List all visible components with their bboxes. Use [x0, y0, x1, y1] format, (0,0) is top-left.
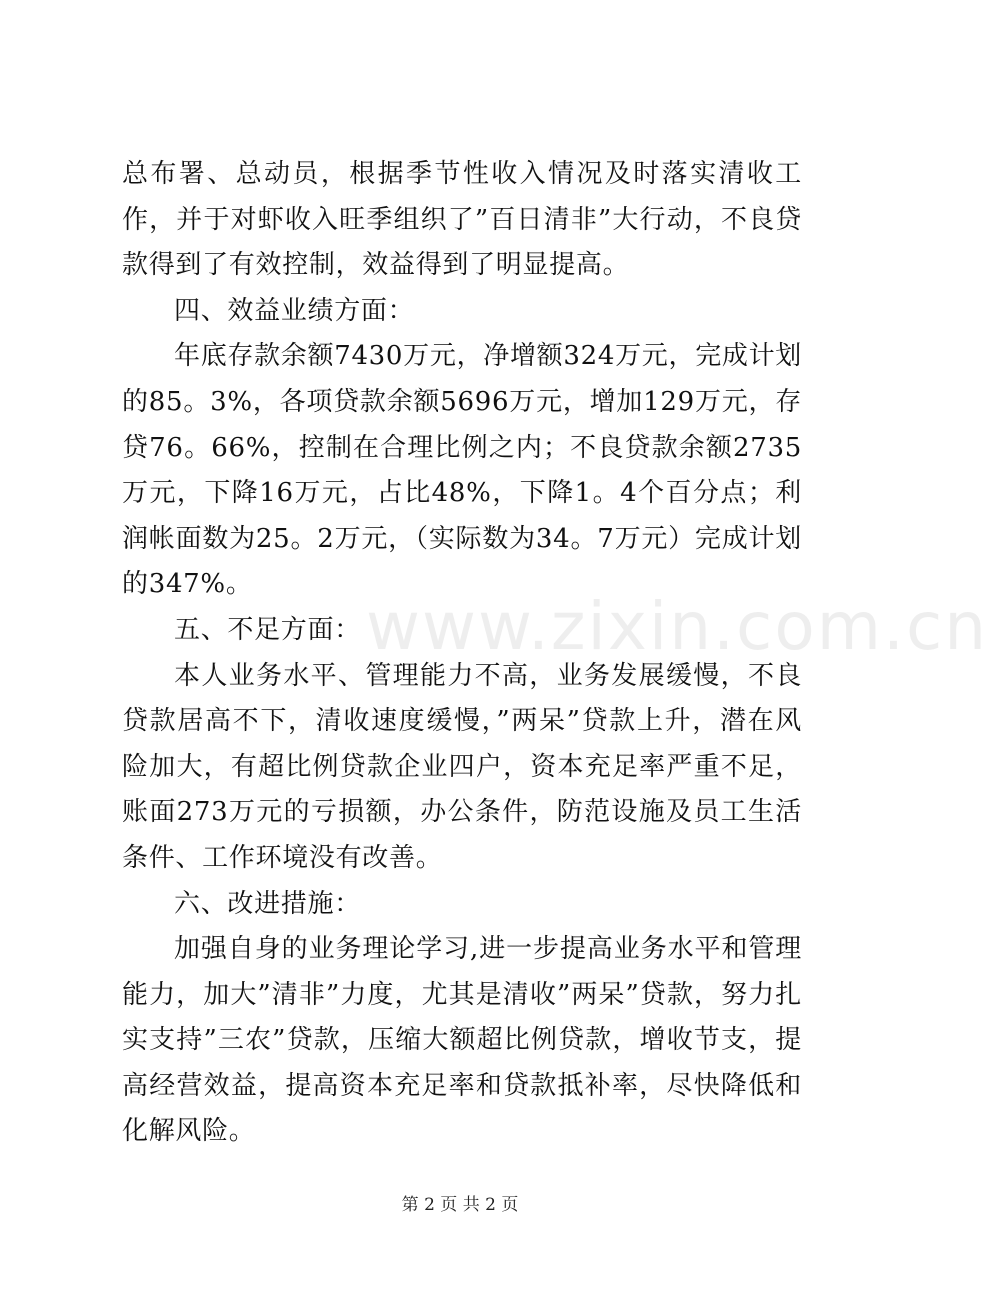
section-heading-performance: 四、效益业绩方面：	[174, 295, 415, 326]
document-body	[122, 152, 802, 1155]
page-footer: 第 2 页 共 2 页	[401, 1195, 519, 1215]
paragraph-continuation: 总布署、总动员，根据季节性收入情况及时落实清收工作，并于对虾收入旺季组织了”百日清非”大行动，不良贷款得到了有效控制，效益得到了明显提高。	[122, 159, 802, 281]
section-heading-shortcomings: 五、不足方面：	[174, 614, 361, 645]
section-heading-improvements: 六、改进措施：	[174, 888, 361, 919]
paragraph-improvements: 加强自身的业务理论学习,进一步提高业务水平和管理能力，加大”清非”力度，尤其是清收”两呆”贷款，努力扎实支持”三农”贷款，压缩大额超比例贷款，增收节支，提高经营效益，提高资本充足率和贷款抵补率，尽快降低和化解风险。	[122, 934, 802, 1147]
paragraph-shortcomings: 本人业务水平、管理能力不高，业务发展缓慢，不良贷款居高不下，清收速度缓慢，”两呆”贷款上升，潜在风险加大，有超比例贷款企业四户，资本充足率严重不足，账面273万元的亏损额，办公条件，防范设施及员工生活条件、工作环境没有改善。	[122, 660, 802, 873]
watermark: www.zixin.com.cn	[366, 588, 988, 665]
paragraph-performance: 年底存款余额7430万元，净增额324万元，完成计划的85。3%，各项贷款余额5696万元，增加129万元，存贷76。66%，控制在合理比例之内；不良贷款余额2735万元，下降16万元，占比48%，下降1。4个百分点；利润帐面数为25。2万元，（实际数为34。7万元）完成计划的347%。	[122, 341, 802, 600]
